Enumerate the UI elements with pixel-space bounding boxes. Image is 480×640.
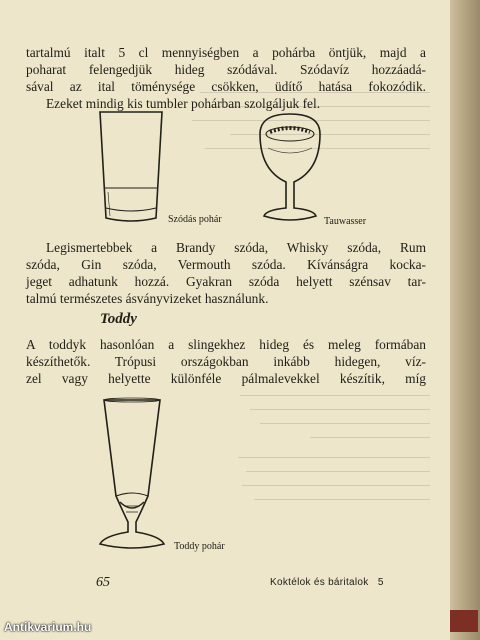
text-line: sával az ital töménysége csökken, üdítő hatása fokozódik. [26, 79, 426, 94]
text-line: szóda, Gin szóda, Vermouth szóda. Kívánságra kocka- [26, 257, 426, 272]
text-line: Legismertebbek a Brandy szóda, Whisky szóda, Rum [46, 240, 426, 255]
paragraph-mid [26, 239, 426, 307]
text-line: tartalmú italt 5 cl mennyiségben a pohárba öntjük, majd a [26, 45, 426, 60]
watermark-text: Antikvarium.hu [4, 620, 92, 634]
running-head-section: 5 [377, 577, 384, 588]
running-head-title: Koktélok és báritalok [270, 577, 369, 588]
paragraph-top [26, 44, 426, 112]
text-line: A toddyk hasonlóan a slingekhez hideg és meleg formában [26, 337, 426, 352]
tauwasser-glass-illustration [254, 110, 326, 224]
book-spine [450, 0, 480, 640]
text-line: készíthetők. Trópusi országokban inkább hidegen, víz- [26, 354, 426, 369]
soda-glass-illustration [96, 108, 166, 226]
spine-label [450, 610, 478, 632]
text-line: jeget adhatunk hozzá. Gyakran szóda helyett szénsav tar- [26, 274, 426, 289]
text-line: talmú természetes ásványvizeket használunk. [26, 291, 269, 306]
page-number: 65 [96, 575, 110, 590]
section-heading: Toddy [100, 311, 137, 327]
paragraph-toddy [26, 336, 426, 387]
caption-toddy-glass: Toddy pohár [174, 541, 225, 552]
running-head [270, 577, 384, 588]
bleed-through-texture-lower [230, 395, 430, 513]
text-line: zel vagy helyette különféle pálmalevekkel készítik, míg [26, 371, 426, 386]
text-line: Ezeket mindig kis tumbler pohárban szolgáljuk fel. [46, 96, 321, 111]
caption-tauwasser-glass: Tauwasser [324, 216, 367, 227]
toddy-glass-illustration [94, 396, 170, 552]
text-line: poharat felengedjük hideg szódával. Szódavíz hozzáadá- [26, 62, 426, 77]
caption-soda-glass: Szódás pohár [168, 214, 222, 225]
